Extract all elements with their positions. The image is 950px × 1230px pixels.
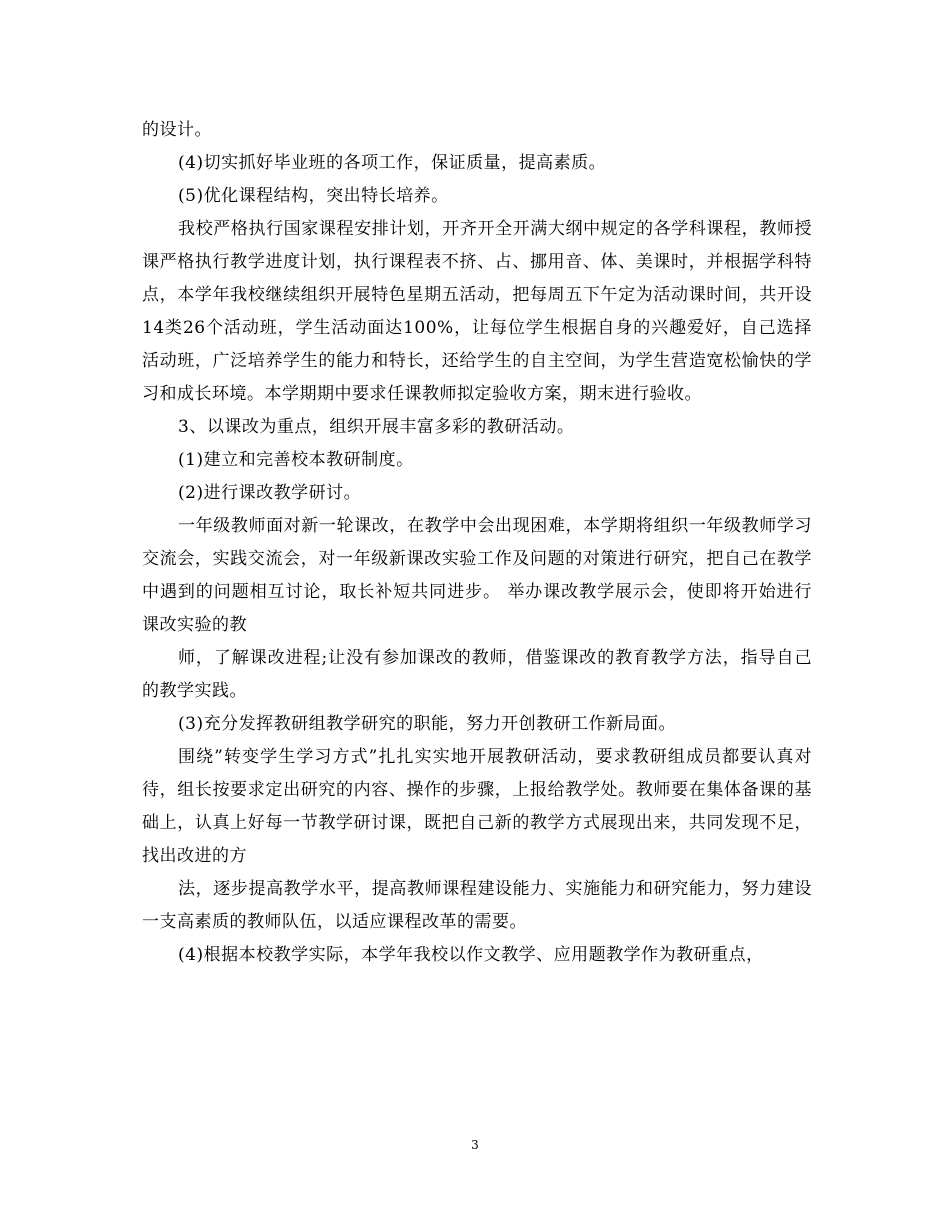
paragraph-learning-methods: 围绕”转变学生学习方式”扎扎实实地开展教研活动，要求教研组成员都要认真对待，组长按要求定出研究的内容、操作的步骤，上报给教学处。教师要在集体备课的基础上，认真上好每一节教学研讨课，既把自己新的教学方式展现出来，共同发现不足，找出改进的方	[142, 747, 812, 866]
paragraph-item-1: (1)建立和完善校本教研制度。	[178, 450, 414, 470]
page-number: 3	[471, 1138, 479, 1152]
paragraph-learning-methods-continued: 法，逐步提高教学水平，提高教师课程建设能力、实施能力和研究能力，努力建设一支高素质的教师队伍，以适应课程改革的需要。	[142, 879, 812, 932]
paragraph-item-4: (4)切实抓好毕业班的各项工作，保证质量，提高素质。	[178, 153, 607, 173]
paragraph-grade-one: 一年级教师面对新一轮课改，在教学中会出现困难，本学期将组织一年级教师学习交流会，实践交流会，对一年级新课改实验工作及问题的对策进行研究，把自己在教学中遇到的问题相互讨论，取长补短共同进步。 举办课改教学展示会，使即将开始进行课改实验的教	[142, 516, 812, 635]
document-body	[142, 114, 812, 972]
paragraph-grade-one-continued: 师，了解课改进程;让没有参加课改的教师，借鉴课改的教育教学方法，指导自己的教学实践。	[142, 648, 812, 701]
paragraph-item-4-focus: (4)根据本校教学实际，本学年我校以作文教学、应用题教学作为教研重点，	[178, 945, 764, 965]
paragraph-item-5: (5)优化课程结构，突出特长培养。	[178, 186, 449, 206]
paragraph-curriculum: 我校严格执行国家课程安排计划，开齐开全开满大纲中规定的各学科课程，教师授课严格执行教学进度计划，执行课程表不挤、占、挪用音、体、美课时，并根据学科特点，本学年我校继续组织开展特色星期五活动，把每周五下午定为活动课时间，共开设14类26个活动班，学生活动面达100%，让每位学生根据自身的兴趣爱好，自己选择活动班，广泛培养学生的能力和特长，还给学生的自主空间，为学生营造宽松愉快的学习和成长环境。本学期期中要求任课教师拟定验收方案，期末进行验收。	[142, 219, 812, 404]
paragraph-item-2: (2)进行课改教学研讨。	[178, 483, 362, 503]
paragraph-item-3: (3)充分发挥教研组教学研究的职能，努力开创教研工作新局面。	[178, 714, 677, 734]
paragraph-continuation: 的设计。	[142, 120, 212, 140]
section-heading-3: 3、以课改为重点，组织开展丰富多彩的教研活动。	[178, 417, 575, 437]
